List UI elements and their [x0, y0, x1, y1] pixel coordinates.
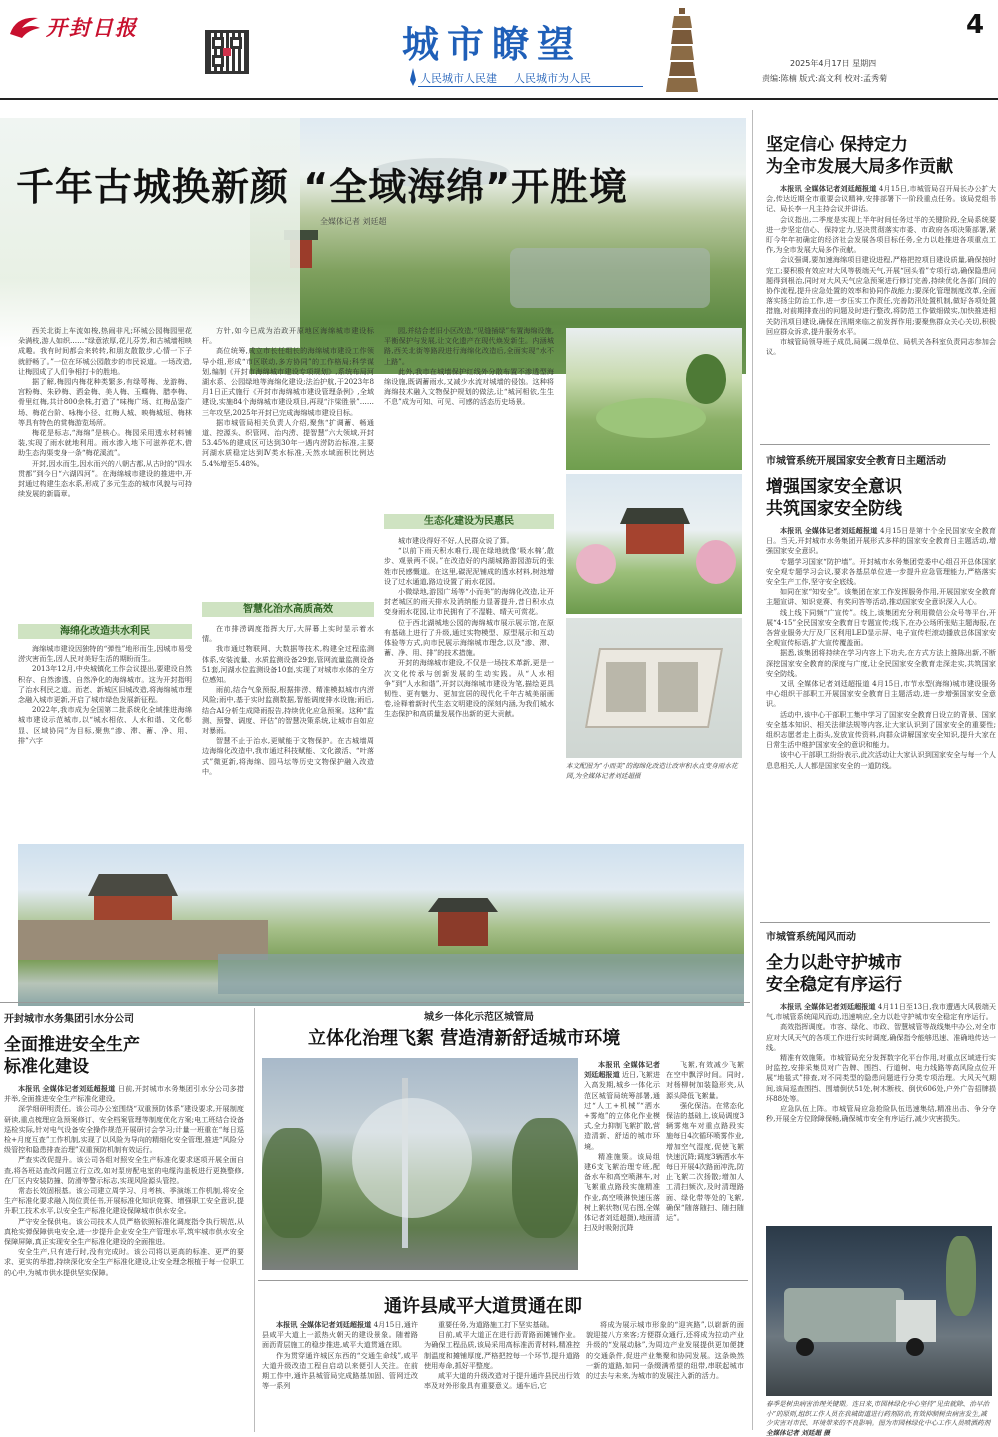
bottom2-p3: 飞絮,有效减少飞絮在空中飘浮时间。同时,对杨柳树加装隐形夹,从源头降低飞絮量。 — [666, 1060, 744, 1100]
lead-photo-garden — [566, 328, 742, 470]
bottom3-p5: 咸平大道的升级改造对于提升通许县民出行效率及对外形象具有重要意义。通车后,它 — [424, 1371, 580, 1391]
right2-p4: 线上线下同频“广宣传”。线上,该集团充分利用微信公众号等平台,开展“4·15”全民国家安全教育日专题宣传;线下,在办公场所张贴主题海报,在各营业服务大厅及厂区利用LED显示屏、电子宣传栏滚动播放总体国家安全观宣传标语,扩大宣传覆盖面。 — [766, 607, 996, 648]
bottom-divider — [254, 1008, 255, 1432]
lead-col2b-p2: 我市通过物联网、大数据等技术,构建全过程监测体系,安装流量、水质监测设备29套,管网流量监测设备51套,河湖水位监测设备10套,实现了对城市水体的全方位感知。 — [202, 644, 374, 685]
issue-date: 2025年4月17日 星期四 — [790, 59, 877, 68]
lead-col2b-p1: 在市排涝调度指挥大厅,大屏幕上实时显示着水情。 — [202, 624, 374, 644]
bottom3-col2 — [424, 1320, 580, 1430]
lead-col1-p1: 西关北街上车流如梭,热闹非凡;环城公园梅园里花朵满枝,游人如织……“绿意浓厚,花儿芬芳,和古城墙相映成趣。我有时间都会来转转,和朋友散散步,心情一下子就舒畅了。”一位在环城公园散步的市民说道。一场改造,让梅园成了人们争相打卡的胜地。 — [18, 326, 192, 376]
right1-p3: 会议强调,要加速海绵项目建设进程,严格把控项目建设质量,确保按时完工;要积极有效应对大风等极端天气,开展“回头看”专项行动,确保隐患问题得到根治,同时对大风天气应急预案进行修订完善,持续优化各部门间的协作流程,提升应急处置的效率和协同作战能力;要深化管理制度改革,全面落实扬尘防治工作,进一步压实工作责任,完善防汛处置机制,做好各项处置措施,对前期排查出的问题及时进行整改,将防范工作做细做实,加快推进相关防汛项目建设,确保在汛期来临之前发挥作用;要聚焦群众关心关切,积极回应群众诉求,提升服务水平。 — [766, 255, 996, 336]
bottom3-p1: 4月15日,通许县咸平大道上一派热火朝天的建设景象。随着路面沥青层施工的稳步推进,咸平大道贯通在即。 — [262, 1320, 418, 1350]
slogan-rule — [418, 86, 643, 87]
paper-name: 开封日报 — [46, 15, 138, 40]
lead-photo-caption: 本文配图为“小而美”的海绵化改造让改审积水点变身雨水花园,为全媒体记者刘廷超摄 — [566, 762, 738, 780]
right3-caption — [766, 1400, 992, 1436]
iron-pagoda-icon — [662, 8, 702, 94]
lead-col1-p4: 开封,因水而生,因水而兴的八朝古都,从古时的“四水贯都”到今日“六湖四河”。在海绵城市建设的推进中,开封通过构建生态水系,形成了多元生态的城市风貌与可持续发展的新篇章。 — [18, 458, 192, 499]
right2-title-line1: 增强国家安全意识 — [766, 477, 902, 497]
right2-p2: 专题学习国家“防护墙”。开封城市水务集团党委中心组召开总体国家安全观专题学习会议,要求各基层单位进一步提升应急管理能力,严格落实安全生产工作,坚守安全底线。 — [766, 556, 996, 587]
bottom1-byline: 本报讯 全媒体记者刘廷超报道 — [18, 1084, 116, 1093]
right2-p3: 如同在家“知安全”。该集团在家工作发挥服务作用,开展国家安全教育主题宣讲、知识竞赛、有奖问答等活动,推动国家安全意识深入人心。 — [766, 587, 996, 607]
right3-p1: 4月11日至13日,我市遭遇大风极端天气,市城管系统闻风而动,迅速响应,全力以赴守护城市安全稳定有序运行。 — [766, 1002, 996, 1022]
right-rule-2 — [760, 922, 990, 923]
bottom1-title-line1: 全面推进安全生产 — [4, 1035, 140, 1055]
lead-col2b — [202, 624, 374, 842]
bottom3-col1 — [262, 1320, 418, 1430]
right1-p4: 市城管局领导班子成员,局属二级单位、局机关各科室负责同志参加会议。 — [766, 337, 996, 357]
right-rule-1 — [760, 444, 990, 445]
right3-caption-text: 春季是树虫病害治理关键期。连日来,市园林绿化中心坚持“见虫就除、治早治小”的原则,组织工作人员在我城街道进行药剂防治,有效抑制树虫病害发生,减少灾害对市民、环境带来的不良影响。图为市园林绿化中心工作人员喷洒药剂 — [766, 1400, 991, 1427]
page-number: 4 — [966, 10, 985, 40]
slogan-2: 人民城市为人民 — [514, 72, 591, 85]
bottom2-photo-spraying — [262, 1058, 578, 1270]
bottom1-p3: 严查实改促提升。该公司各组对照安全生产标准化要求逐项开展全面自查,将各班站查改问题立行立改,如对泵房配电室的电缆沟盖板进行更换整修,在厂区内安装防撞、防滑等警示标志,实现风险源头管控。 — [4, 1155, 244, 1185]
paper-logo-icon — [8, 14, 42, 40]
right1-body — [766, 184, 996, 466]
right2-body — [766, 526, 996, 934]
lead-col1b-p1: 海绵城市建设因独特的“弹性”地形而生,因城市易受涝灾害而生,因人民对美好生活的期盼而生。 — [18, 644, 192, 664]
lead-story — [0, 112, 748, 1002]
bottom1-kicker: 开封城市水务集团引水分公司 — [4, 1014, 134, 1025]
bottom-story-2 — [258, 1004, 748, 1280]
right1-byline: 本报讯 全媒体记者刘廷超报道 — [780, 184, 877, 193]
lead-col3b-p3: 小微绿地,游园广场等“小而美”的海绵化改造,让开封老城区的雨天排水及消纳能力显著提升,昔日积水点变身雨水花园,让市民拥有了不湿鞋、晴天可赏花。 — [384, 587, 554, 617]
lead-col3-p1: 园,并结合老旧小区改造,“见缝插绿”布置海绵设施,平衡保护与发展,让文化遗产在现代焕发新生。内涵城路,西关北街等路段进行海绵化改造后,全面实现“水不上路”。 — [384, 326, 554, 366]
lead-hero-left-fade — [0, 118, 300, 348]
right2-p5: 据悉,该集团将持续在学习内容上下功夫,在方式方法上推陈出新,不断深挖国家安全教育的深度与广度,让全民国家安全教育走深走实,共筑国家安全防线。 — [766, 648, 996, 678]
lead-col3b-p1: 城市建设得好不好,人民群众说了算。 — [398, 536, 514, 545]
lead-col3b-p2: “以前下雨天积水难行,现在绿地就像‘吸水棉’,散步、观景两不误。”在改造好的内湖城路游园游玩的张姓市民感慨道。在这里,碳泥泥铺成的透水材料,树池增设了过水通道,路边设置了雨水花园。 — [384, 546, 554, 586]
bottom1-p2: 深学细研明责任。该公司办公室围绕“双重预防体系”建设要求,开展制度研读,重点梳理应急预案修订、安全档案管理等制度优化方案;电工班结合设备巡检实际,针对电气设备安全操作规范开展研讨会学习;计量一班重在“每日巡检+月度互查”工作机制,实现了以风险为导向的精细化安全管理,推进“风险分级管控和隐患排查治理”双重预防机制有效运行。 — [4, 1104, 244, 1155]
right-story-1 — [758, 106, 996, 446]
lead-photo-model — [566, 618, 742, 758]
bottom3-p6: 将成为展示城市形象的“迎宾路”,以崭新的面貌迎接八方来客;方便群众通行,还将成为拉动产业升级的“发展动脉”,为周边产业发展提供更加便捷的交通条件,促进产业集聚和协同发展。这条焕然一新的道路,如同一条缀满希望的纽带,串联起城市的过去与未来,为城市的发展注入新的活力。 — [586, 1320, 744, 1381]
right3-p3: 精准有效施策。市城管局充分发挥数字化平台作用,对重点区域进行实时监控,安排采集员对广告牌、围挡、行道树、电力线路等高风险点位开展“地毯式”排查,对不同类型的隐患问题进行分类专项治理。大风天气期间,该局巡查围挡、围墙倒伏51处,树木断枝、倒伏606处,户外广告招牌损坏88处等。 — [766, 1053, 996, 1103]
right-story-3 — [758, 924, 996, 1437]
bottom3-col3 — [586, 1320, 744, 1430]
right3-p2: 高效指挥调度。市容、绿化、市政、智慧城管等战线集中办公,对全市应对大风天气的各项工作进行实时调度,确保指令能够迅速、准确地传达一线。 — [766, 1022, 996, 1052]
lead-col3b-p4: 位于西北湖城地公园的海绵城市展示展示馆,在原有基础上进行了升级,通过实物模型、原型展示和互动体验等方式,向市民展示海绵城市理念,以及“渗、滞、蓄、净、用、排”的技术措施。 — [384, 617, 554, 658]
lead-col2b-p3: 雨前,结合气象预报,根据排涝、精准模拟城市内涝风险;雨中,基于实时监测数据,智能调度排水设施;雨后,结合AI分析生成降雨报告,持续优化应急预案。这种“监测、预警、调度、评估”的智慧决策系统,让城市自如应对暴雨。 — [202, 685, 374, 736]
bottom3-p4: 目前,咸平大道正在进行沥青路面摊铺作业。为确保工程品质,该局采用高标准沥青材料,精准控制温度和摊铺厚度,严格把控每一个环节,提升道路使用寿命,抓好平整度。 — [424, 1330, 580, 1370]
lead-col1b-p2: 2013年12月,中央城镇化工作会议提出,要建设自然积存、自然渗透、自然净化的海绵城市。这为开封指明了治水利民之道。而老、新城区旧城改造,将海绵城市理念融入城市更新,开启了城市绿色发展新征程。 — [18, 664, 192, 705]
qr-code — [205, 30, 249, 74]
lead-title: 千年古城换新颜 “全域海绵”开胜境 — [16, 165, 629, 209]
bottom2-byline: 本报讯 全媒体记者刘廷超报道 — [584, 1060, 660, 1080]
right2-kicker: 市城管系统开展国家安全教育日主题活动 — [766, 456, 946, 467]
right2-p8: 该中心干部职工纷纷表示,此次活动让大家认识到国家安全与每一个人息息相关,人人都是国家安全的一道防线。 — [766, 750, 996, 770]
lead-reporter: 全媒体记者 刘廷超 — [320, 217, 387, 226]
lead-photo-pagoda — [566, 474, 742, 614]
bottom-story-3 — [258, 1282, 748, 1434]
lead-photo-city-wall — [18, 844, 744, 1006]
column-divider — [752, 110, 753, 1430]
bottom1-p5: 严守安全保供电。该公司技术人员严格依照标准化调度指令执行规范,从真枪实弹保障供电安全,进一步提升企业安全生产管理水平,筑牢城市供水安全保障屏障,真正实现安全生产标准化建设的全面推进。 — [4, 1216, 244, 1247]
lead-subhead-2: 智慧化治水高质高效 — [202, 602, 374, 617]
slogan-1: 人民城市人民建 — [420, 72, 497, 85]
right2-p1: 4月15日是第十个全民国家安全教育日。当天,开封城市水务集团开展形式多样的国家安全教育日主题活动,增强国家安全意识。 — [766, 526, 996, 556]
right3-body — [766, 1002, 996, 1224]
masthead-rule — [0, 98, 998, 100]
editors: 责编:陈楠 版式:高文利 校对:孟秀菊 — [762, 74, 888, 83]
right3-p4: 应急队伍上阵。市城管局应急抢险队伍迅速集结,精准出击、争分夺秒,开展全方位除障保畅,确保城市安全有序运行,减少灾害损失。 — [766, 1104, 996, 1124]
right1-p2: 会议指出,二季度是实现上半年时间任务过半的关键阶段,全局系统要进一步坚定信心、保持定力,坚决贯彻落实市委、市政府各项决策部署,紧盯今年年初确定的经济社会发展各项目标任务,全力以赴推进各项重点工作,为全市发展大局多作贡献。 — [766, 214, 996, 255]
right2-byline: 本报讯 全媒体记者刘廷超报道 — [780, 526, 878, 535]
right1-p1: 4月15日,市城管局召开局长办公扩大会,传达近期全市重要会议精神,安排部署下一阶段重点任务。该局党组书记、局长李一凡主持会议并讲话。 — [766, 184, 996, 214]
lead-col2b-p4: 智慧不止于治水,更赋能于文物保护。在古城墙周边海绵化改造中,我市通过科技赋能、文化激活、“叶落式”微更新,将海绵、园马坛等历史文物保护融入改造中。 — [202, 736, 374, 776]
bottom1-p6: 安全生产,只有进行时,没有完成时。该公司将以更高的标准、更严的要求、更实的举措,持续深化安全生产标准化建设,让安全理念根植于每一位职工的心中,为城市供水提供坚实保障。 — [4, 1247, 244, 1277]
section-title: 城市瞭望 — [402, 23, 582, 66]
right1-title-line2: 为全市发展大局多作贡献 — [766, 157, 953, 177]
right3-photo-sprayer-truck — [766, 1226, 992, 1396]
right3-kicker: 市城管系统闻风而动 — [766, 932, 856, 943]
lead-col1b — [18, 644, 192, 838]
lead-col2-p2: 高位统筹,成立市长任组长的海绵城市建设工作领导小组,形成“市区联动,多方协同”的工作格局;科学谋划,编制《开封市海绵城市建设专项规划》,系统布局河湖水系、公园绿地等海绵化建设;法治护航,于2023年8月1日正式施行《开封市海绵城市建设管理条例》,全域建设,实施84个海绵城市建设项目,再现“汴梁胜景”……三年攻坚,2025年开封已完成海绵城市建设目标。 — [202, 346, 374, 417]
right2-p7: 活动中,该中心干部职工集中学习了国家安全教育日设立的背景、国家安全基本知识、相关法律法规等内容,让大家认识到了国家安全的重要性;组织志愿者走上街头,发放宣传资料,向群众讲解国家安全知识,提升大家在日常生活中维护国家安全的意识和能力。 — [766, 709, 996, 750]
right3-byline: 本报讯 全媒体记者刘廷超报道 — [780, 1002, 876, 1011]
bottom2-title: 立体化治理飞絮 营造清新舒适城市环境 — [308, 1028, 621, 1049]
right1-title-line1: 坚定信心 保持定力 — [766, 135, 908, 155]
lead-col1-p2: 据了解,梅园内梅花种类繁多,有绿萼梅、龙游梅、宫粉梅、朱砂梅、洒金梅、美人梅、玉蝶梅、腊李梅、骨里红梅,共计800余株,打造了“味梅广场、红梅品鉴广场、梅花台阶、咏梅小径、红梅人城、映梅城垣、梅林等具有特色的赏梅游览场所。 — [18, 377, 192, 427]
right3-title-line1: 全力以赴守护城市 — [766, 953, 902, 973]
bottom-rule — [0, 1002, 750, 1003]
bottom-inner-rule — [258, 1280, 748, 1281]
lead-col1b-p3: 2022年,我市成为全国第二批系统化全域推进海绵城市建设示范城市,以“城水相依、人水和谐、文化彰显、区域协同”为目标,聚焦“渗、滞、蓄、净、用、排”六字 — [18, 705, 192, 745]
pen-icon — [408, 68, 418, 86]
right3-caption-credit: 全媒体记者 刘廷超 摄 — [766, 1428, 830, 1437]
bottom3-byline: 本报讯 全媒体记者刘廷超报道 — [276, 1320, 372, 1329]
bottom2-p2: 精准施策。该局组建6支飞絮治理专班,配备水车和高空喷淋车,对飞絮重点路段实施精准作业,高空喷淋快速压落树上絮状物(见右图,全媒体记者刘廷超摄),地面清扫及时吸附沉降 — [584, 1151, 660, 1233]
lead-col1 — [18, 326, 192, 632]
lead-subhead-1: 海绵化改造共水利民 — [18, 624, 192, 639]
lead-col3 — [384, 326, 554, 506]
bottom1-title-line2: 标准化建设 — [4, 1057, 89, 1077]
bottom-story-1 — [0, 1004, 252, 1434]
right3-title-line2: 安全稳定有序运行 — [766, 975, 902, 995]
lead-col1-p3: 梅花是标志,“海绵”是核心。梅园采用透水材料铺装,实现了雨水就地利用。雨水渗入地下可滋养花木,借助生态沟渠变身一条“梅花溪流”。 — [18, 428, 192, 458]
masthead — [0, 0, 998, 102]
lead-subhead-3: 生态化建设为民惠民 — [384, 514, 554, 529]
bottom1-p4: 常态长效固根基。该公司建立周学习、月考核、季演练工作机制,将安全生产标准化要求融入岗位责任书,开展标准化知识竞赛、增强职工安全意识,提升职工技术水平,以安全生产标准化建设保障城市供水安全。 — [4, 1186, 244, 1216]
right2-title-line2: 共筑国家安全防线 — [766, 499, 902, 519]
paper-logo — [8, 12, 168, 40]
lead-col3b-p5: 开封的海绵城市建设,不仅是一场技术革新,更是一次文化传承与创新发展的生动实践。从“人水相争”到“人水和谐”,开封以海绵城市建设为笔,描绘更具韧性、更有魅力、更加宜居的现代化千年古城美丽画卷,诠释着新时代生态文明建设的深刻内涵,为我们城水生态保护和高质量发展作出新的更大贡献。 — [384, 658, 554, 719]
bottom3-p2: 作为贯穿通许城区东西的“交通生命线”,咸平大道升级改造工程自启动以来便引人关注。在前期工作中,通许县城管局完成路基加固、管网迁改等一系列 — [262, 1350, 418, 1391]
lead-col2-p1: 方针,如今已成为治政开原地区海绵城市建设标杆。 — [202, 326, 374, 346]
bottom2-col2 — [666, 1060, 744, 1270]
bottom1-body — [4, 1084, 244, 1432]
right2-p6: 又讯 全媒体记者刘廷超报道 4月15日,市节水型(海绵)城市建设服务中心组织干部职工开展国家安全教育日主题活动,进一步增强国家安全意识。 — [766, 679, 996, 709]
bottom2-p1: 近日,飞絮进入高发期,城乡一体化示范区城管局统筹部署,通过“人工+机械”“洒水+雾炮”的立体化作业模式,全力抑制飞絮扩散,营造清新、舒适的城市环境。 — [584, 1070, 660, 1151]
bottom2-col1 — [584, 1060, 660, 1270]
right-story-2 — [758, 448, 996, 920]
lead-col2-p3: 据市城管局相关负责人介绍,聚焦“扩调蓄、畅通道、控源头、织管网、治内涝、提智慧”六大领域,开封53.45%的建成区可达到30年一遇内涝防治标准,主要河湖水质稳定达到Ⅳ类水标准,天然水域面积比例达5.4%增至5.48%。 — [202, 417, 374, 468]
lead-col3-p2: 此外,我市在城墙保护红线外分散布置不渗透型海绵设施,既调蓄雨水,又减少水流对城墙的侵蚀。这种将海绵技术融入文物保护规划的做法,让“城河相依,生生不息”成为可知、可见、可感的活态历史场景。 — [384, 366, 554, 407]
bottom2-kicker: 城乡一体化示范区城管局 — [424, 1012, 534, 1023]
bottom1-p1: 日前,开封城市水务集团引水分公司多措并举,全面推进安全生产标准化建设。 — [4, 1084, 244, 1104]
bottom3-title: 通许县咸平大道贯通在即 — [384, 1296, 582, 1317]
bottom2-p4: 强化保洁。在常态化保洁的基础上,该局调度3辆雾炮车对重点路段实施每日4次循环喷雾作业,增加空气湿度,促使飞絮快速沉降;调度3辆洒水车每日开展4次路面冲洗,防止飞絮二次扬散;增加人工清扫频次,及时清理路面、绿化带等处的飞絮,确保“随落随扫、随扫随运”。 — [666, 1100, 744, 1223]
lead-col3b — [384, 536, 554, 832]
bottom3-p3: 重要任务,为道路施工打下坚实基础。 — [438, 1320, 554, 1329]
